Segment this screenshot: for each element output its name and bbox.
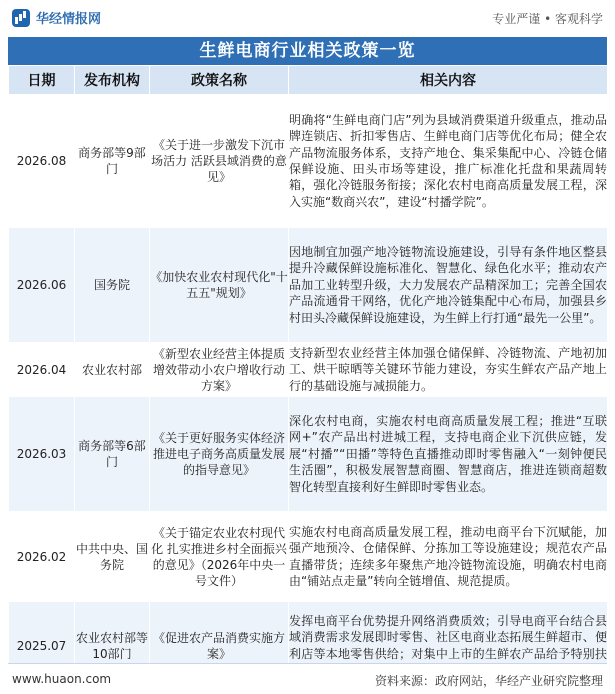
- table-row: [9, 95, 608, 228]
- cell-date: 2026.02: [9, 512, 75, 602]
- cell-policy-name: 《新型农业经营主体提质增效带动小农户增收行动方案》: [150, 343, 289, 397]
- cell-date: 2026.04: [9, 343, 75, 397]
- cell-content: 实施农村电商高质量发展工程，推动电商平台下沉赋能，加强产地预冷、仓储保鲜、分拣加工等设施建设；规范农产品直播带货；连续多年聚焦产地冷链物流设施，明确农村电商由“铺站点走量”转向全链增值、规范提质。: [289, 512, 608, 602]
- table-row: [9, 397, 608, 512]
- cell-org: 商务部等9部门: [75, 95, 150, 228]
- footer-url-link[interactable]: www.huaon.com: [12, 672, 112, 686]
- brand-name: 华经情报网: [36, 12, 102, 27]
- cell-org: 农业农村部: [75, 343, 150, 397]
- cell-date: 2026.03: [9, 397, 75, 512]
- cell-content: 支持新型农业经营主体加强仓储保鲜、冷链物流、产地初加工、烘干晾晒等关键环节能力建设，夯实生鲜农产品产地上行的基础设施与减损能力。: [289, 343, 608, 397]
- table-row: [9, 343, 608, 397]
- cell-policy-name: 《关于进一步激发下沉市场活力 活跃县域消费的意见》: [150, 95, 289, 228]
- column-header-date: 日期: [9, 66, 75, 95]
- cell-org: 农业农村部等10部门: [75, 602, 150, 690]
- column-header-org: 发布机构: [75, 66, 150, 95]
- brand[interactable]: [12, 8, 101, 27]
- cell-org: 中共中央、国务院: [75, 512, 150, 602]
- cell-policy-name: 《关于锚定农业农村现代化 扎实推进乡村全面振兴的意见》（2026年中央一号文件）: [150, 512, 289, 602]
- bar-chart-logo-icon: [12, 9, 30, 27]
- policy-table: [8, 65, 608, 690]
- cell-content: 深化农村电商，实施农村电商高质量发展工程；推进“互联网+”农产品出村进城工程，支持电商企业下沉供应链，发展“村播”“田播”等特色直播推动即时零售融入“一刻钟便民生活圈”，积极发展智慧商圈、智慧商店，推进连锁商超数智化转型直接利好生鲜即时零售业态。: [289, 397, 608, 512]
- cell-date: 2026.06: [9, 228, 75, 343]
- cell-org: 商务部等6部门: [75, 397, 150, 512]
- cell-date: 2025.07: [9, 602, 75, 690]
- cell-date: 2026.08: [9, 95, 75, 228]
- table-row: [9, 228, 608, 343]
- footer-source: 资料来源：政府网站，华经产业研究院整理: [374, 674, 603, 688]
- page-title: 生鲜电商行业相关政策一览: [8, 37, 607, 65]
- slogan: 专业严谨 • 客观科学: [492, 12, 603, 26]
- column-header-policy-name: 政策名称: [150, 66, 289, 95]
- table-header-row: [9, 66, 608, 95]
- cell-policy-name: 《加快农业农村现代化"十五五"规划》: [150, 228, 289, 343]
- footer: [0, 664, 615, 694]
- cell-org: 国务院: [75, 228, 150, 343]
- top-bar: [0, 0, 615, 36]
- table-row: [9, 512, 608, 602]
- cell-content: 发挥电商平台优势提升网络消费质效；引导电商平台结合县域消费需求发展即时零售、社区电商业态拓展生鲜超市、便利店等本地零售供给；对集中上市的生鲜农产品给予特别扶: [289, 602, 608, 690]
- cell-content: 明确将“生鲜电商门店”列为县域消费渠道升级重点，推动品牌连锁店、折扣零售店、生鲜电商门店等优化布局；健全农产品物流服务体系，支持产地仓、集采集配中心、冷链仓储保鲜设施、田头市场等建设，推广标准化托盘和果蔬周转箱，强化冷链服务衔接；深化农村电商高质量发展工程，深入实施“数商兴农”，建设“村播学院”。: [289, 95, 608, 228]
- cell-policy-name: 《促进农产品消费实施方案》: [150, 602, 289, 690]
- cell-policy-name: 《关于更好服务实体经济 推进电子商务高质量发展的指导意见》: [150, 397, 289, 512]
- column-header-content: 相关内容: [289, 66, 608, 95]
- cell-content: 因地制宜加强产地冷链物流设施建设，引导有条件地区整县提升冷藏保鲜设施标准化、智慧化、绿色化水平；推动农产品加工业转型升级，大力发展农产品精深加工；完善全国农产品流通骨干网络，优化产地冷链集配中心布局，加强县乡村田头冷藏保鲜设施建设，为生鲜上行打通“最先一公里”。: [289, 228, 608, 343]
